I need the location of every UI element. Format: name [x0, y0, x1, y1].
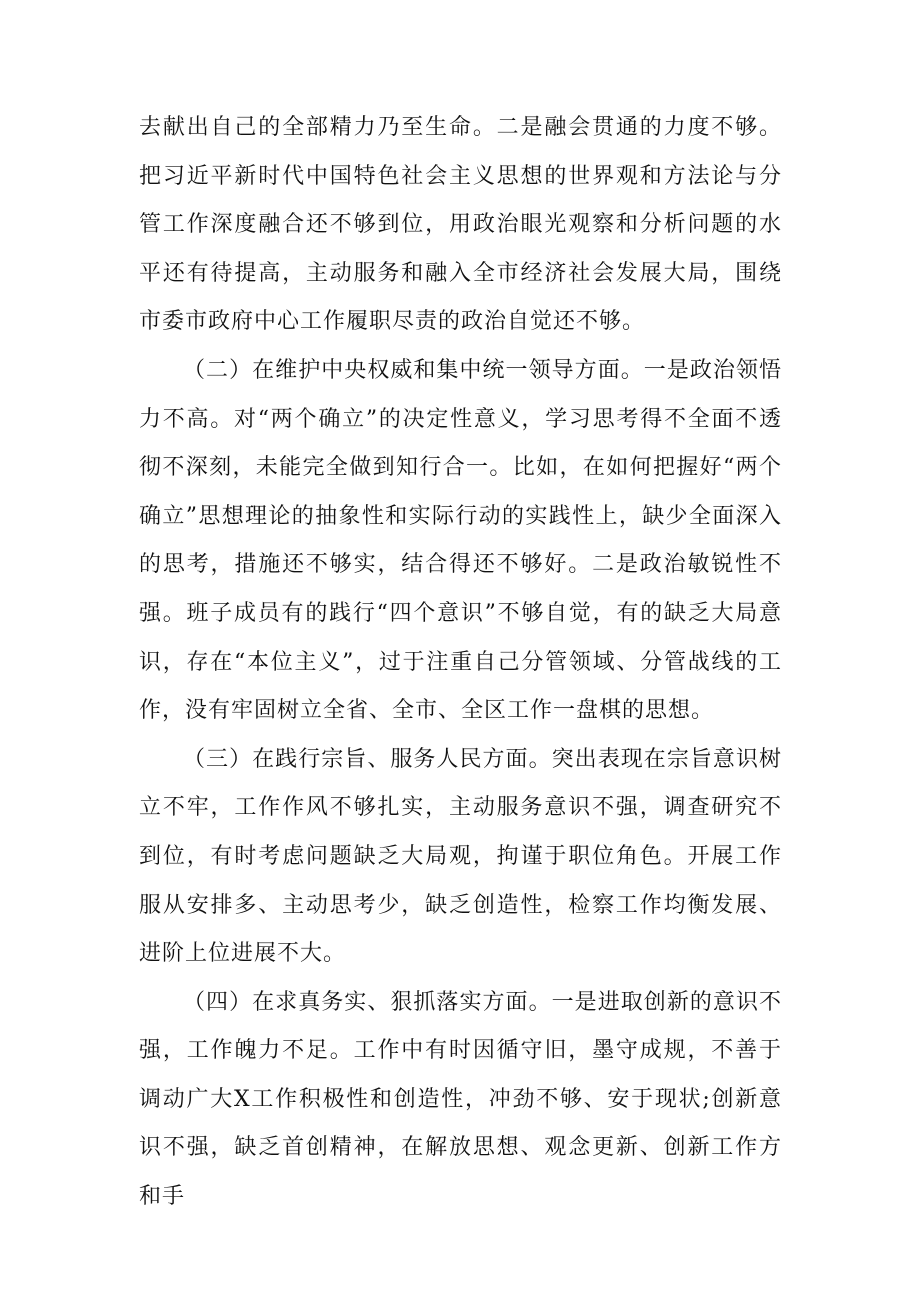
paragraph-section-two: （二）在维护中央权威和集中统一领导方面。一是政治领悟力不高。对“两个确立”的决定性意义，学习思考得不全面不透彻不深刻，未能完全做到知行合一。比如，在如何把握好“两个确立”思想理论的抽象性和实际行动的实践性上，缺少全面深入的思考，措施还不够实，结合得还不够好。二是政治敏锐性不强。班子成员有的践行“四个意识”不够自觉，有的缺乏大局意识，存在“本位主义”，过于注重自己分管领域、分管战线的工作，没有牢固树立全省、全市、全区工作一盘棋的思想。 [139, 357, 782, 724]
document-page [139, 104, 782, 1222]
paragraph-continuation: 去献出自己的全部精力乃至生命。二是融会贯通的力度不够。把习近平新时代中国特色社会主义思想的世界观和方法论与分管工作深度融合还不够到位，用政治眼光观察和分析问题的水平还有待提高，主动服务和融入全市经济社会发展大局，围绕市委市政府中心工作履职尽责的政治自觉还不够。 [139, 115, 782, 335]
paragraph-section-three: （三）在践行宗旨、服务人民方面。突出表现在宗旨意识树立不牢，工作作风不够扎实，主动服务意识不强，调查研究不到位，有时考虑问题缺乏大局观，拘谨于职位角色。开展工作服从安排多、主动思考少，缺乏创造性，检察工作均衡发展、进阶上位进展不大。 [139, 746, 782, 967]
paragraph-section-four: （四）在求真务实、狠抓落实方面。一是进取创新的意识不强，工作魄力不足。工作中有时因循守旧，墨守成规，不善于调动广大X工作积极性和创造性，冲劲不够、安于现状;创新意识不强，缺乏首创精神，在解放思想、观念更新、创新工作方和手 [139, 989, 782, 1210]
